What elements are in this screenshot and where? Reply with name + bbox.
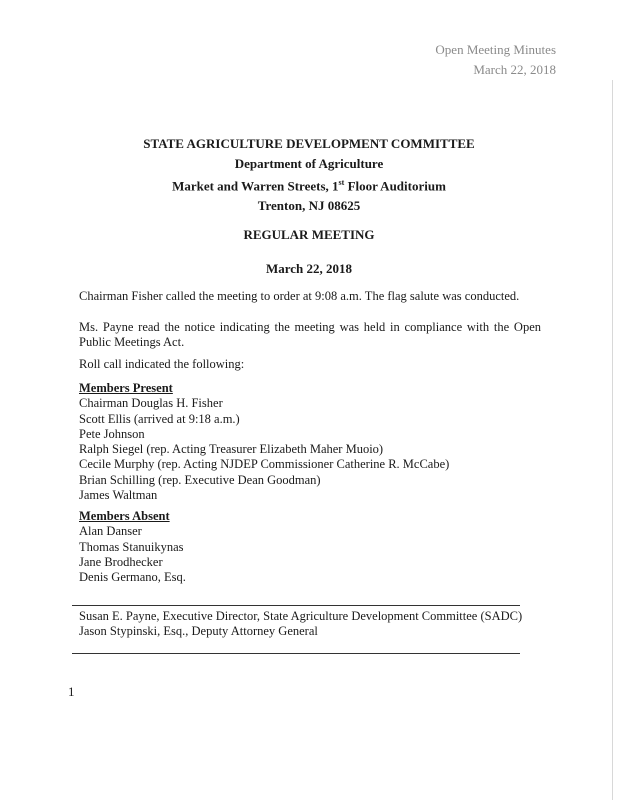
list-item: Cecile Murphy (rep. Acting NJDEP Commissioner Catherine R. McCabe) [79,457,450,472]
page-number: 1 [68,684,75,699]
members-absent-list [79,509,186,585]
list-item: Chairman Douglas H. Fisher [79,396,223,411]
committee-title-block [0,134,618,215]
members-absent-heading: Members Absent [79,509,170,523]
list-item: Jane Brodhecker [79,554,163,569]
header-title: Open Meeting Minutes [435,42,556,57]
running-header [435,40,556,80]
committee-name: STATE AGRICULTURE DEVELOPMENT COMMITTEE [143,136,475,151]
paragraph-call-to-order: Chairman Fisher called the meeting to order at 9:08 a.m. The flag salute was conducted. [79,289,520,303]
members-present-list [79,381,449,503]
meeting-location: Market and Warren Streets, 1st Floor Auditorium [172,178,446,194]
meeting-date: March 22, 2018 [265,261,353,276]
list-item: James Waltman [79,488,158,503]
list-item: Denis Germano, Esq. [79,570,186,585]
list-item: Thomas Stanuikynas [79,539,184,554]
meeting-city: Trenton, NJ 08625 [257,197,361,213]
staff-list [79,609,522,640]
meeting-type: REGULAR MEETING [243,227,375,242]
department-name: Department of Agriculture [234,155,384,171]
list-item: Susan E. Payne, Executive Director, State Agriculture Development Committee (SADC) [79,609,523,623]
divider-top [72,605,520,606]
list-item: Ralph Siegel (rep. Acting Treasurer Elizabeth Maher Muoio) [79,442,384,457]
members-present-heading: Members Present [79,381,173,395]
paragraph-roll-call: Roll call indicated the following: [79,357,245,371]
list-item: Alan Danser [79,524,142,539]
scan-edge-line [612,80,613,800]
list-item: Jason Stypinski, Esq., Deputy Attorney General [79,624,318,639]
paragraph-notice: Ms. Payne read the notice indicating the meeting was held in compliance with the Open Public Meetings Act. [79,320,541,349]
list-item: Brian Schilling (rep. Executive Dean Goodman) [79,472,321,487]
list-item: Scott Ellis (arrived at 9:18 a.m.) [79,411,240,426]
header-date: March 22, 2018 [473,62,556,77]
list-item: Pete Johnson [79,426,145,441]
divider-bottom [72,653,520,654]
